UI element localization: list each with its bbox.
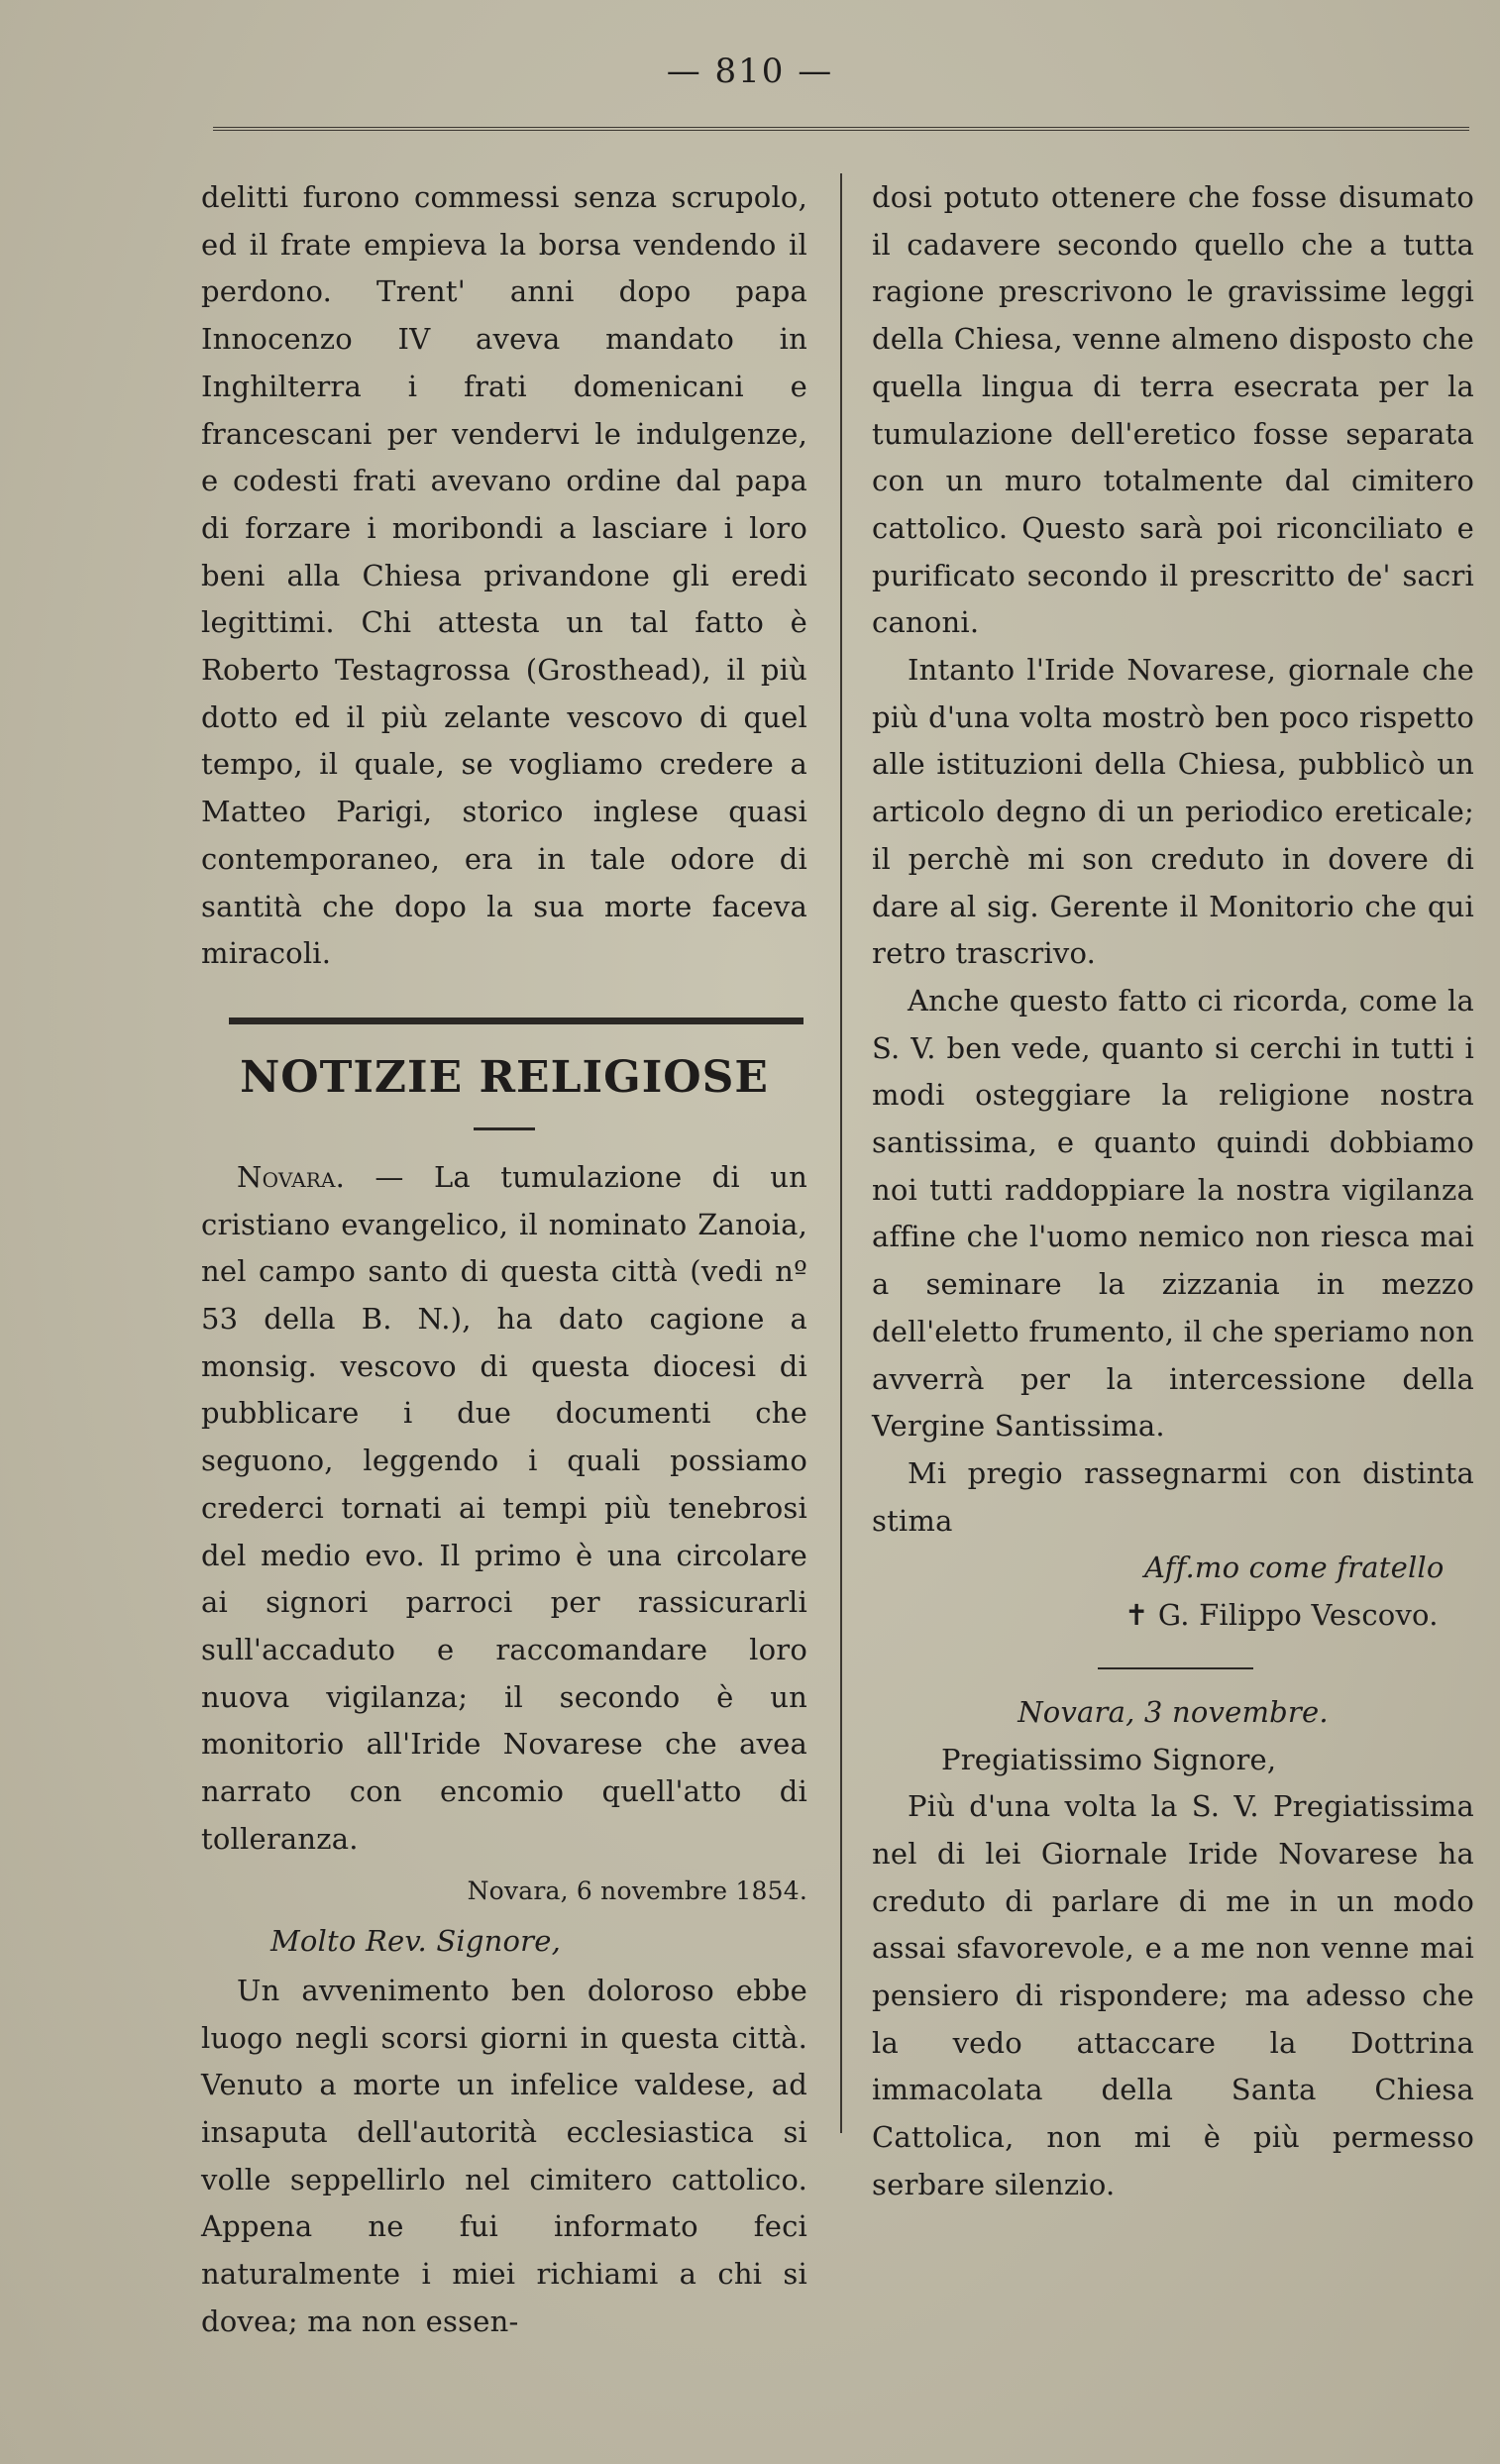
left-column xyxy=(201,174,807,2346)
letter-closing: Mi pregio rassegnarmi con distinta stima xyxy=(872,1455,1474,1538)
letter-salutation: Molto Rev. Signore, xyxy=(270,1924,562,1959)
letter-paragraph-3: Anche questo fatto ci ricorda, come la S. V. ben vede, quanto si cerchi in tutti i modi osteggiare la religione nostra santissima, e quanto quindi dobbiamo noi tutti raddoppiare la nostra vigilanza affine che l'uomo nemico non riesca mai a seminare la zizzania in mezzo dell'eletto frumento, il che speriamo non avverrà per la intercessione della Vergine Santissima. xyxy=(872,983,1474,1444)
section-title: NOTIZIE RELIGIOSE xyxy=(240,1051,769,1103)
section-separator xyxy=(229,1018,804,1024)
letter-paragraph-2: Intanto l'Iride Novarese, giornale che più d'una volta mostrò ben poco rispetto alle istituzioni della Chiesa, pubblicò un articolo degno di un periodico ereticale; il perchè mi son creduto in dovere di dare al sig. Gerente il Monitorio che qui retro trascrivo. xyxy=(872,653,1474,971)
letter-dateline: Novara, 6 novembre 1854. xyxy=(467,1875,807,1905)
novara-label: Novara. xyxy=(237,1159,346,1194)
letter-paragraph-1: Un avvenimento ben doloroso ebbe luogo negli scorsi giorni in questa città. Venuto a morte un infelice valdese, ad insaputa dell'autorità ecclesiastica si volle seppellirlo nel cimitero cattolico. Appena ne fui informato feci naturalmente i miei richiami a chi si dovea; ma non essen- xyxy=(201,1973,807,2338)
letter-continuation: dosi potuto ottenere che fosse disumato il cadavere secondo quello che a tutta ragione prescrivono le gravissime leggi della Chiesa, venne almeno disposto che quella lingua di terra esecrata per la tumulazione dell'eretico fosse separata con un muro totalmente dal cimitero cattolico. Questo sarà poi riconciliato e purificato secondo il prescritto de' sacri canoni. xyxy=(872,180,1474,640)
intro-paragraph: delitti furono commessi senza scrupolo, ed il frate empieva la borsa vendendo il perdono. Trent' anni dopo papa Innocenzo IV aveva mandato in Inghilterra i frati domenicani e francescani per vendervi le indulgenze, e codesti frati avevano ordine dal papa di forzare i moribondi a lasciare i loro beni alla Chiesa privandone gli eredi legittimi. Chi attesta un tal fatto è Roberto Testagrossa (Grosthead), il più dotto ed il più zelante vescovo di quel tempo, il quale, se vogliamo credere a Matteo Parigi, storico inglese quasi contemporaneo, era in tale odore di santità che dopo la sua morte faceva miracoli. xyxy=(201,180,807,971)
title-dash xyxy=(474,1127,535,1130)
monitorio-paragraph: Più d'una volta la S. V. Pregiatissima nel di lei Giornale Iride Novarese ha creduto di parlare di me in un modo assai sfavorevole, e a me non venne mai pensiero di rispondere; ma adesso che la vedo attaccare la Dottrina immacolata della Santa Chiesa Cattolica, non mi è più permesso serbare silenzio. xyxy=(872,1789,1474,2201)
right-column xyxy=(872,174,1474,2209)
header-rule xyxy=(213,127,1469,131)
novara-news-text: — La tumulazione di un cristiano evangelico, il nominato Zanoia, nel campo santo di questa città (vedi nº 53 della B. N.), ha dato cagione a monsig. vescovo di questa diocesi di pubblicare i due documenti che seguono, leggendo i quali possiamo crederci tornati ai tempi più tenebrosi del medio evo. Il primo è una circolare ai signori parroci per rassicurarli sull'accaduto e raccomandare loro nuova vigilanza; il secondo è un monitorio all'Iride Novarese che avea narrato con encomio quell'atto di tolleranza. xyxy=(201,1159,807,1856)
monitorio-place-date: Novara, 3 novembre. xyxy=(1018,1694,1329,1729)
novara-news-paragraph xyxy=(201,1154,807,1864)
page-number: — 810 — xyxy=(666,52,834,91)
monitorio-greeting: Pregiatissimo Signore, xyxy=(941,1742,1277,1776)
signature-name: ✝ G. Filippo Vescovo. xyxy=(1125,1598,1439,1633)
column-divider xyxy=(840,173,842,2133)
letter-separator xyxy=(1098,1667,1253,1669)
signature-affectionate: Aff.mo come fratello xyxy=(1144,1551,1445,1585)
